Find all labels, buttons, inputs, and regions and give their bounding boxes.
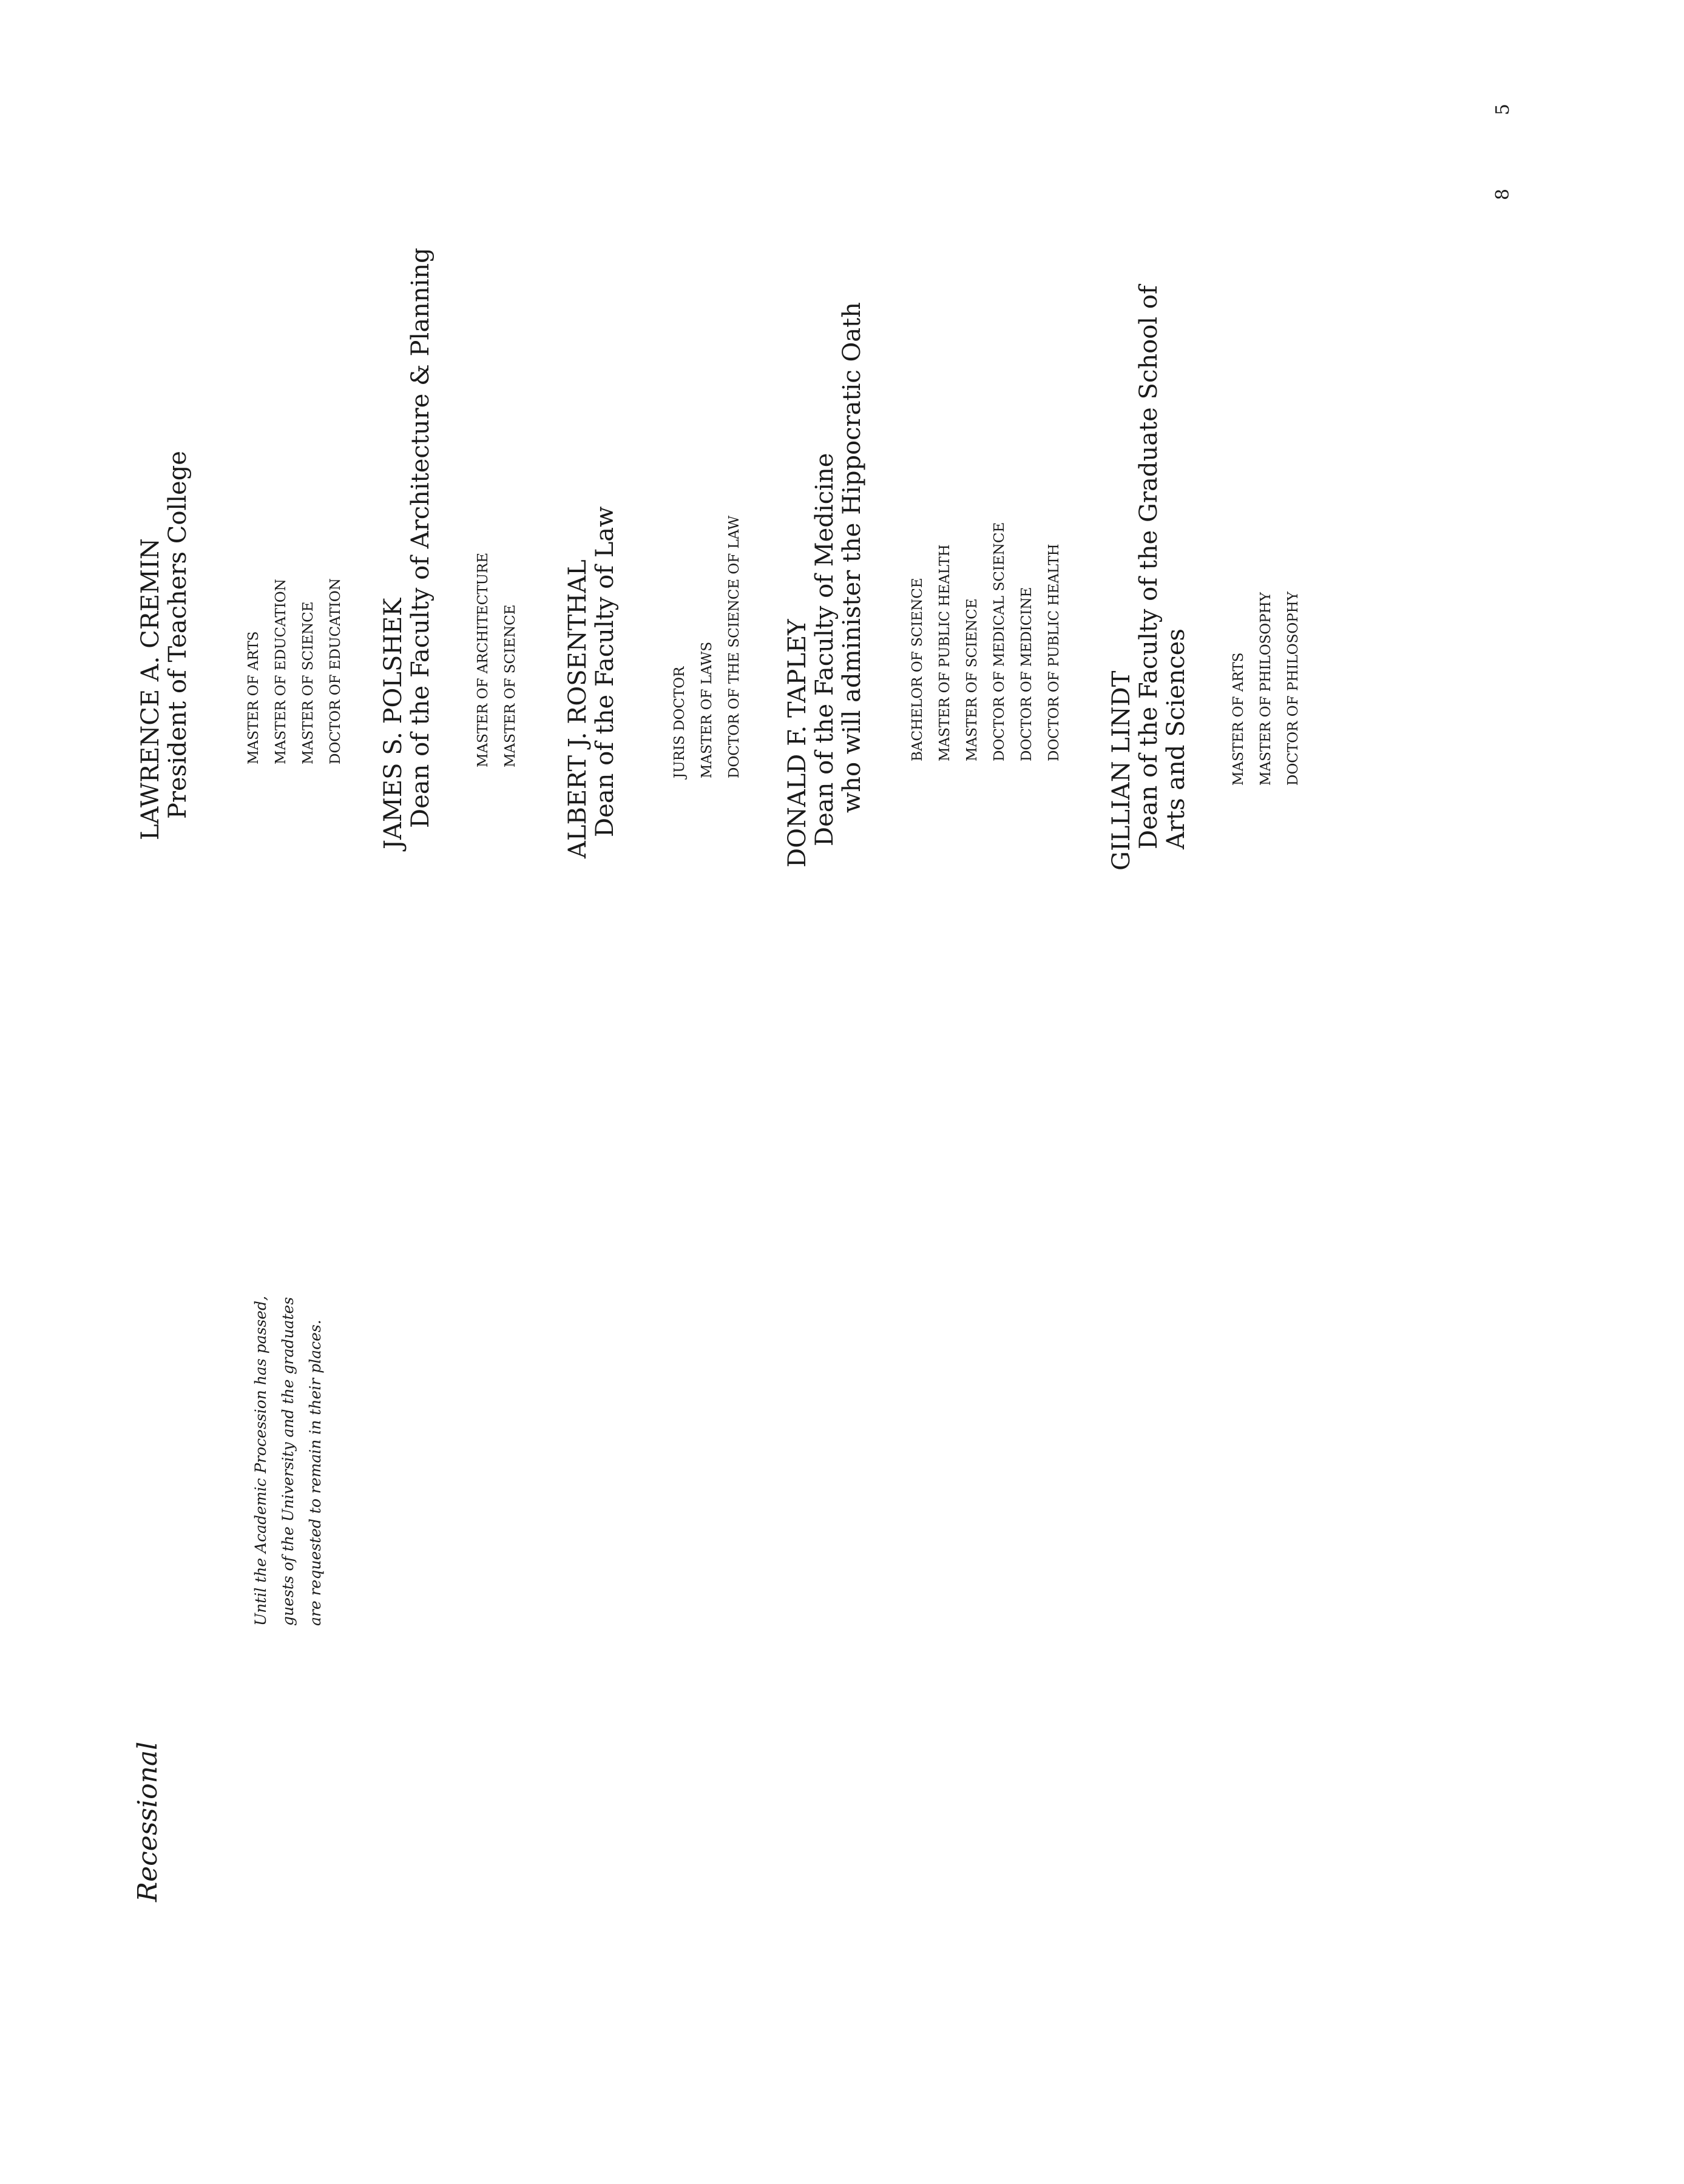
notice-line: Until the Academic Procession has passed, <box>252 1296 269 1626</box>
page-number-left: 8 <box>1492 188 1513 200</box>
entry-name: DONALD F. TAPLEY <box>783 619 811 868</box>
degree-item: DOCTOR OF EDUCATION <box>328 578 343 764</box>
degree-item: DOCTOR OF MEDICINE <box>1019 587 1035 761</box>
procession-entry <box>380 248 524 849</box>
entry-title: Dean of the Faculty of the Graduate School of <box>1135 285 1163 849</box>
degree-item: JURIS DOCTOR <box>672 666 688 778</box>
procession-entry <box>1108 285 1307 871</box>
degree-item: DOCTOR OF PHILOSOPHY <box>1285 592 1301 786</box>
degree-item: DOCTOR OF MEDICAL SCIENCE <box>992 522 1007 761</box>
degree-list <box>666 507 748 858</box>
entry-name: GILLIAN LINDT <box>1107 670 1135 871</box>
degree-item: MASTER OF LAWS <box>699 641 715 778</box>
entry-title: President of Teachers College <box>164 451 192 819</box>
degree-item: MASTER OF PHILOSOPHY <box>1258 592 1274 786</box>
degree-item: MASTER OF PUBLIC HEALTH <box>937 544 953 761</box>
notice-line: guests of the University and the graduates <box>279 1296 297 1626</box>
degree-item: MASTER OF SCIENCE <box>964 598 980 761</box>
page-number-right: 5 <box>1492 103 1513 115</box>
procession-entry <box>564 507 748 858</box>
entry-title: who will administer the Hippocratic Oath <box>838 302 866 813</box>
degree-item: DOCTOR OF PUBLIC HEALTH <box>1046 544 1062 761</box>
degree-list <box>240 451 350 840</box>
entry-title: Dean of the Faculty of Architecture & Planning <box>407 248 435 828</box>
entry-title: Dean of the Faculty of Medicine <box>811 453 839 846</box>
entry-name: ALBERT J. ROSENTHAL <box>564 559 592 858</box>
degree-list <box>904 302 1068 868</box>
entry-title: Arts and Sciences <box>1162 629 1190 849</box>
procession-entry <box>784 302 1068 868</box>
degree-item: MASTER OF ARTS <box>1231 652 1246 786</box>
degree-item: MASTER OF SCIENCE <box>502 604 518 767</box>
degree-item: MASTER OF ARTS <box>246 631 262 764</box>
degree-item: MASTER OF SCIENCE <box>300 601 316 764</box>
procession-entry <box>137 451 350 840</box>
degree-list <box>470 248 524 849</box>
notice-line: are requested to remain in their places. <box>306 1320 324 1626</box>
entry-name: LAWRENCE A. CREMIN <box>137 538 164 840</box>
degree-item: MASTER OF EDUCATION <box>273 579 289 764</box>
notice-text <box>247 1296 329 1626</box>
entry-title: Dean of the Faculty of Law <box>591 506 619 837</box>
degree-item: DOCTOR OF THE SCIENCE OF LAW <box>726 515 742 778</box>
degree-list <box>1225 285 1307 871</box>
degree-item: MASTER OF ARCHITECTURE <box>475 552 491 767</box>
section-title: Recessional <box>132 1741 163 1902</box>
entry-name: JAMES S. POLSHEK <box>379 598 407 849</box>
degree-item: BACHELOR OF SCIENCE <box>910 578 925 761</box>
